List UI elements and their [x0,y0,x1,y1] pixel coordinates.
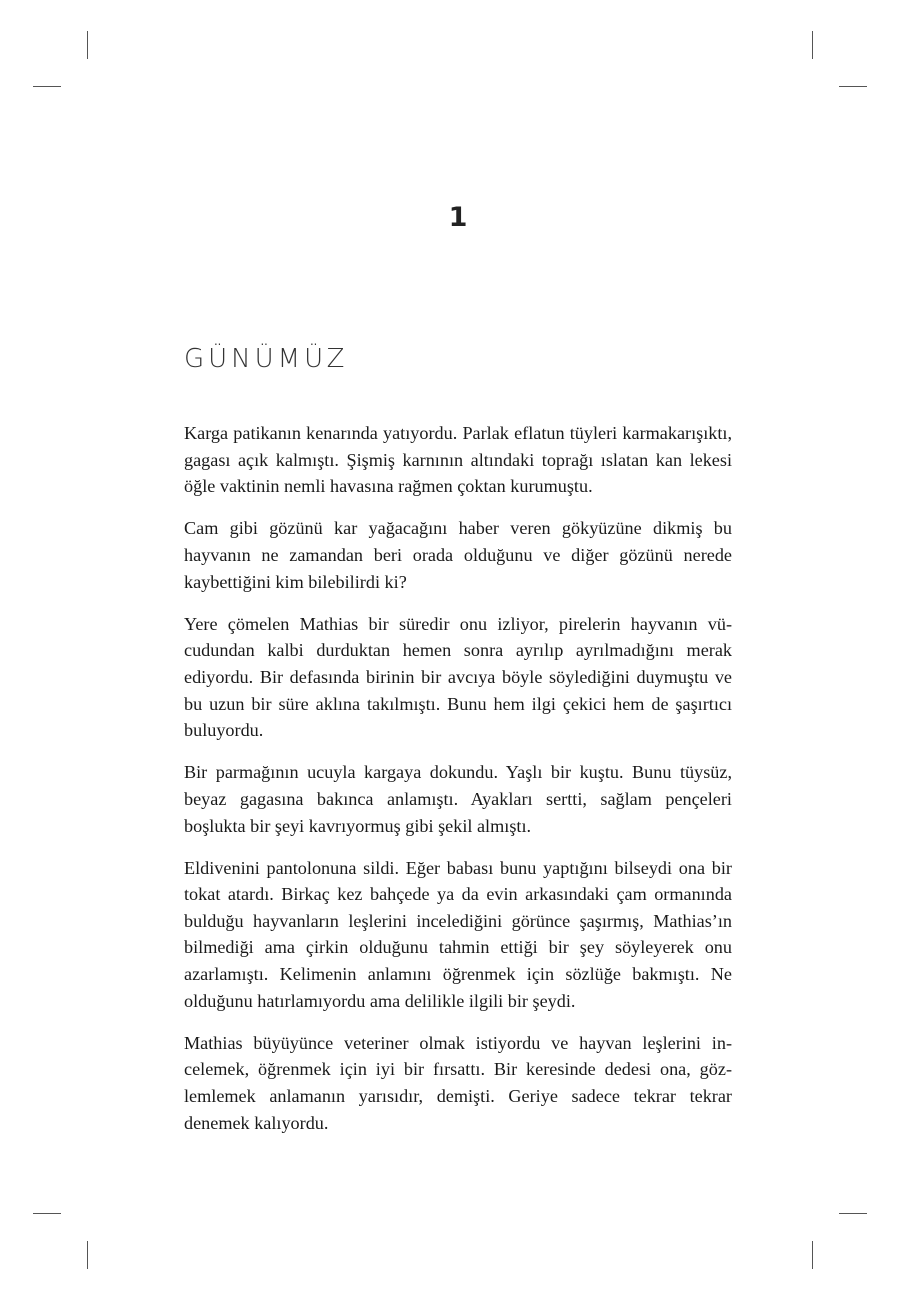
crop-mark-bottom-left-horizontal [33,1213,61,1214]
crop-mark-bottom-right-horizontal [839,1213,867,1214]
chapter-title: GÜNÜMÜZ [184,344,349,374]
chapter-number: 1 [448,202,468,233]
paragraph: Yere çömelen Mathias bir süredir onu izliyor, pirelerin hayvanın vücudundan kalbi durduktan hemen sonra ayrılıp ayrılmadığını merak ediyordu. Bir defasında birinin bir avcıya böyle söylediğini duymuştu ve bu uzun bir süre aklına takılmıştı. Bunu hem ilgi çekici hem de şaşırtıcı buluyordu. [184,613,732,741]
paragraph: Cam gibi gözünü kar yağacağını haber veren gökyüzüne dikmiş bu hayvanın ne zamandan beri orada olduğunu ve diğer gözünü nerede kaybettiğini kim bilebilirdi ki? [184,518,732,592]
chapter-body [184,420,732,1152]
crop-mark-bottom-right-vertical [812,1241,813,1269]
crop-mark-top-right-horizontal [839,86,867,87]
crop-mark-top-right-vertical [812,31,813,59]
crop-mark-bottom-left-vertical [87,1241,88,1269]
paragraph: Mathias büyüyünce veteriner olmak istiyordu ve hayvan leşlerini incelemek, öğrenmek için iyi bir fırsattı. Bir keresinde dedesi ona, gözlemlemek anlamanın yarısıdır, demişti. Geriye sadece tekrar tekrar denemek kalıyordu. [184,1032,732,1133]
paragraph: Eldivenini pantolonuna sildi. Eğer babası bunu yaptığını bilseydi ona bir tokat atardı. Birkaç kez bahçede ya da evin arkasındaki çam ormanında bulduğu hayvanların leşlerini incelediğini görünce şaşırmış, Mathias’ın bilmediği ama çirkin olduğunu tahmin ettiği bir şey söyleyerek onu azarlamıştı. Kelimenin anlamını öğrenmek için sözlüğe bakmıştı. Ne olduğunu hatırlamıyordu ama delilikle ilgili bir şeydi. [184,857,732,1011]
crop-mark-top-left-horizontal [33,86,61,87]
paragraph: Bir parmağının ucuyla kargaya dokundu. Yaşlı bir kuştu. Bunu tüysüz, beyaz gagasına bakınca anlamıştı. Ayakları sertti, sağlam pençeleri boşlukta bir şeyi kavrıyormuş gibi şekil almıştı. [184,762,732,836]
crop-mark-top-left-vertical [87,31,88,59]
paragraph: Karga patikanın kenarında yatıyordu. Parlak eflatun tüyleri karmakarışıktı, gagası açık kalmıştı. Şişmiş karnının altındaki toprağı ıslatan kan lekesi öğle vaktinin nemli havasına rağmen çoktan kurumuştu. [184,423,732,497]
